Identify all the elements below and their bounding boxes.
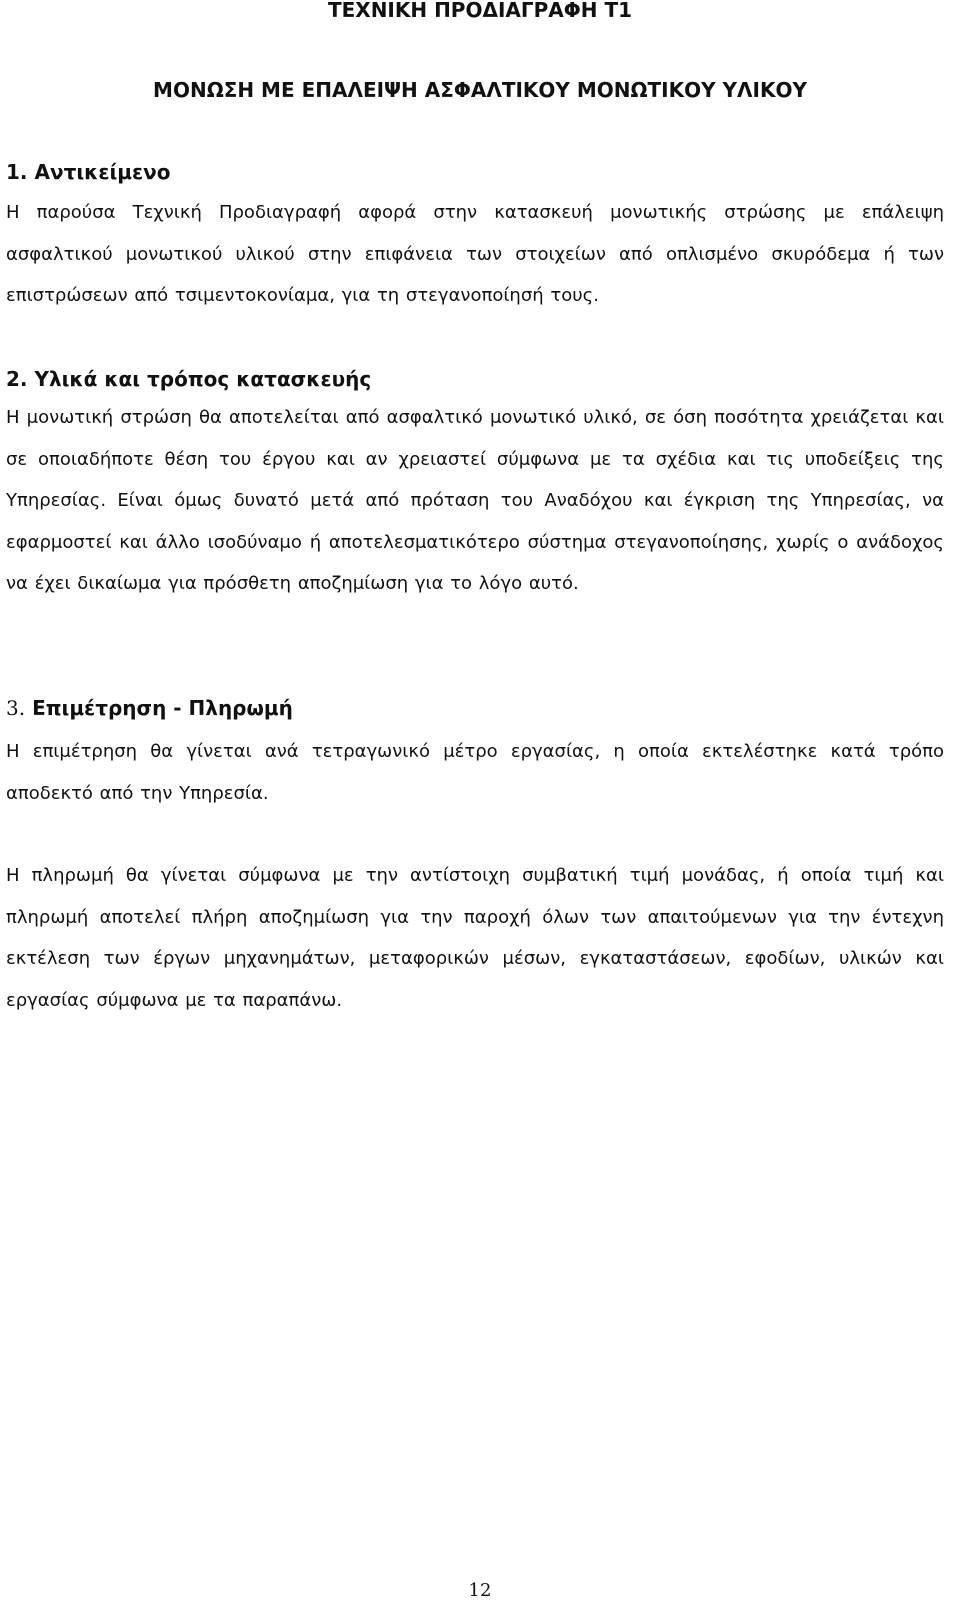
section-heading-1: 1. Αντικείμενο <box>6 160 171 184</box>
section-heading-2: 2. Υλικά και τρόπος κατασκευής <box>6 367 372 391</box>
section-heading-3 <box>6 695 293 721</box>
spec-title: ΤΕΧΝΙΚΗ ΠΡΟΔΙΑΓΡΑΦΗ Τ1 <box>327 0 633 22</box>
section-3-number: 3. <box>6 696 26 720</box>
section-1-paragraph: Η παρούσα Τεχνική Προδιαγραφή αφορά στην κατασκευή μονωτικής στρώσης με επάλειψη ασφαλτικού μονωτικού υλικού στην επιφάνεια των στοιχείων από οπλισμένο σκυρόδεμα ή των επιστρώσεων από τσιμεντοκονίαμα, για τη στεγανοποίησή τους. <box>6 202 944 306</box>
section-3-paragraph-payment: Η πληρωμή θα γίνεται σύμφωνα με την αντίστοιχη συμβατική τιμή μονάδας, ή οποία τιμή και πληρωμή αποτελεί πλήρη αποζημίωση για την παροχή όλων των απαιτούμενων για την έντεχνη εκτέλεση των έργων μηχανημάτων, μεταφορικών μέσων, εγκαταστάσεων, εφοδίων, υλικών και εργασίας σύμφωνα με τα παραπάνω. <box>6 865 944 1011</box>
subject-title: ΜΟΝΩΣΗ ΜΕ ΕΠΑΛΕΙΨΗ ΑΣΦΑΛΤΙΚΟΥ ΜΟΝΩΤΙΚΟΥ ΥΛΙΚΟΥ <box>153 78 807 102</box>
page-number: 12 <box>468 1580 492 1601</box>
section-3-paragraph-measurement: Η επιμέτρηση θα γίνεται ανά τετραγωνικό μέτρο εργασίας, η οποία εκτελέστηκε κατά τρόπο αποδεκτό από την Υπηρεσία. <box>6 741 944 804</box>
section-3-title: Επιμέτρηση - Πληρωμή <box>32 696 293 720</box>
section-2-paragraph: Η μονωτική στρώση θα αποτελείται από ασφαλτικό μονωτικό υλικό, σε όση ποσότητα χρειάζεται και σε οποιαδήποτε θέση του έργου και αν χρειαστεί σύμφωνα με τα σχέδια και τις υποδείξεις της Υπηρεσίας. Είναι όμως δυνατό μετά από πρόταση του Αναδόχου και έγκριση της Υπηρεσίας, να εφαρμοστεί και άλλο ισοδύναμο ή αποτελεσματικότερο σύστημα στεγανοποίησης, χωρίς ο ανάδοχος να έχει δικαίωμα για πρόσθετη αποζημίωση για το λόγο αυτό. <box>6 407 944 594</box>
